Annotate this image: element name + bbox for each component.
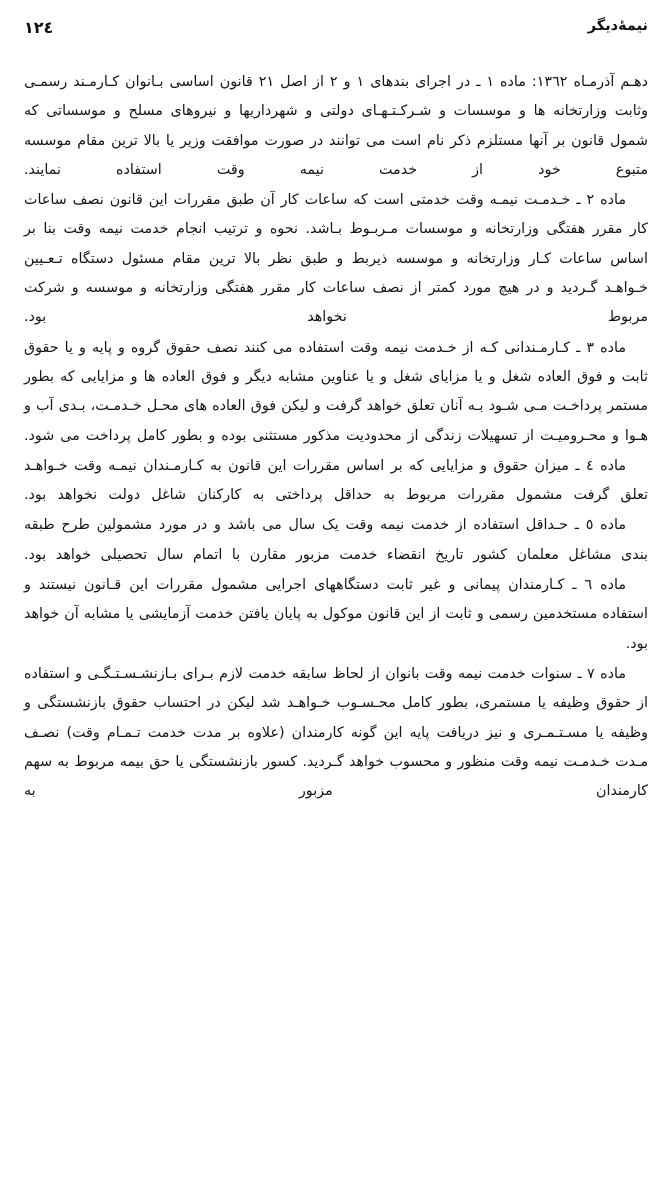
body-text	[24, 68, 648, 807]
page-header	[24, 18, 648, 44]
running-title: نیمۀدیگر	[587, 18, 648, 34]
paragraph-article-7: ماده ٧ ـ سنوات خدمت نیمه وقت بانوان از لحاظ سابقه خدمت لازم بـرای بـازنشـسـتـگـی و استفاده از حقوق وظیفه یا مستمری، بطور کامل محـسـوب خـواهـد شد لیکن در احتساب حقوق بازنشستگی و وظیفه یا مسـتـمـری و نیز دریافت پایه این گونه کارمندان (علاوه بر مدت خدمت تـمـام وقت) نصـف مـدت خـدمـت نیمه وقت منظور و محسوب خواهد گـردید. کسور بازنشستگی یا حق بیمه مربوط به سهم کارمندان مزبور به	[24, 665, 648, 800]
paragraph-article-4: ماده ٤ ـ میزان حقوق و مزایایی که بر اساس مقررات این قانون به کـارمـندان نیمـه وقت خـواهـد تعلق گرفت مشمول مقررات مربوط به حداقل پرداختی به کارکنان شاغل دولت نخواهد بود.	[24, 457, 648, 504]
paragraph-intro: دهـم آذرمـاه ١٣٦٢: ماده ١ ـ در اجرای بندهای ١ و ٢ از اصل ٢١ قانون اساسی بـانوان کـارمـند رسمـی وثابت وزارتخانه ها و موسسات و شـرکـتـهـای دولتی و شهرداریها و نیروهای مسلح و موسساتی که شمول قانون بر آنها مستلزم ذکر نام است می توانند در صورت موافقت وزیر یا بالا ترین مقام موسسه متبوع خود از خدمت نیمه وقت استفاده نمایند.	[24, 74, 649, 178]
paragraph-article-2: ماده ٢ ـ خـدمـت نیمـه وقت خدمتی است که ساعات کار آن طبق مقررات این قانون نصف ساعات کار مقرر هفتگی وزارتخانه و موسسات مـربـوط بـاشد. نحوه و ترتیب انجام خدمت نیمه وقت بنا بر اساس ساعات کـار وزارتخانه و موسسه ذیربط و طبق نظر بالا ترین مقام مسئول دستگاه تـعـیین خـواهـد گـردید و در هیچ مورد کمتر از نصف ساعات کار مقرر هفتگی وزارتخانه و موسسه و شرکت مربوط نخواهد بود.	[24, 192, 648, 326]
paragraph-article-5: ماده ٥ ـ حـداقل استفاده از خدمت نیمه وقت یک سال می باشد و در مورد مشمولین طرح طبقه بندی مشاغل معلمان کشور تاریخ انقضاء خدمت مزبور مقارن با اتمام سال تحصیلی خواهد بود.	[24, 517, 648, 563]
paragraph-article-6: ماده ٦ ـ کـارمندان پیمانی و غیر ثابت دستگاههای اجرایی مشمول مقررات این قـانون نیستند و استفاده مستخدمین رسمی و ثابت از این قانون موکول به پایان یافتن خدمت آزمایشی یا مشابه آن خواهد بود.	[24, 577, 648, 652]
page-number: ١٢٤	[24, 18, 54, 37]
paragraph-article-3: ماده ٣ ـ کـارمـندانی کـه از خـدمت نیمه وقت استفاده می کنند نصف حقوق گروه و پایه و یا حقوق ثابت و فوق العاده شغل و یا مزایای شغل و یا عناوین مشابه دیگر و فوق العاده ها و مزایایی که بطور مستمر پرداخـت مـی شـود بـه آنان تعلق خواهد گرفت و لیکن فوق العاده های محـل خـدمـت، بـدی آب و هـوا و محـرومیـت از تسهیلات زندگی از محدودیت مذکور مستثنی بوده و بطور کامل پرداخت می شود.	[24, 339, 648, 444]
